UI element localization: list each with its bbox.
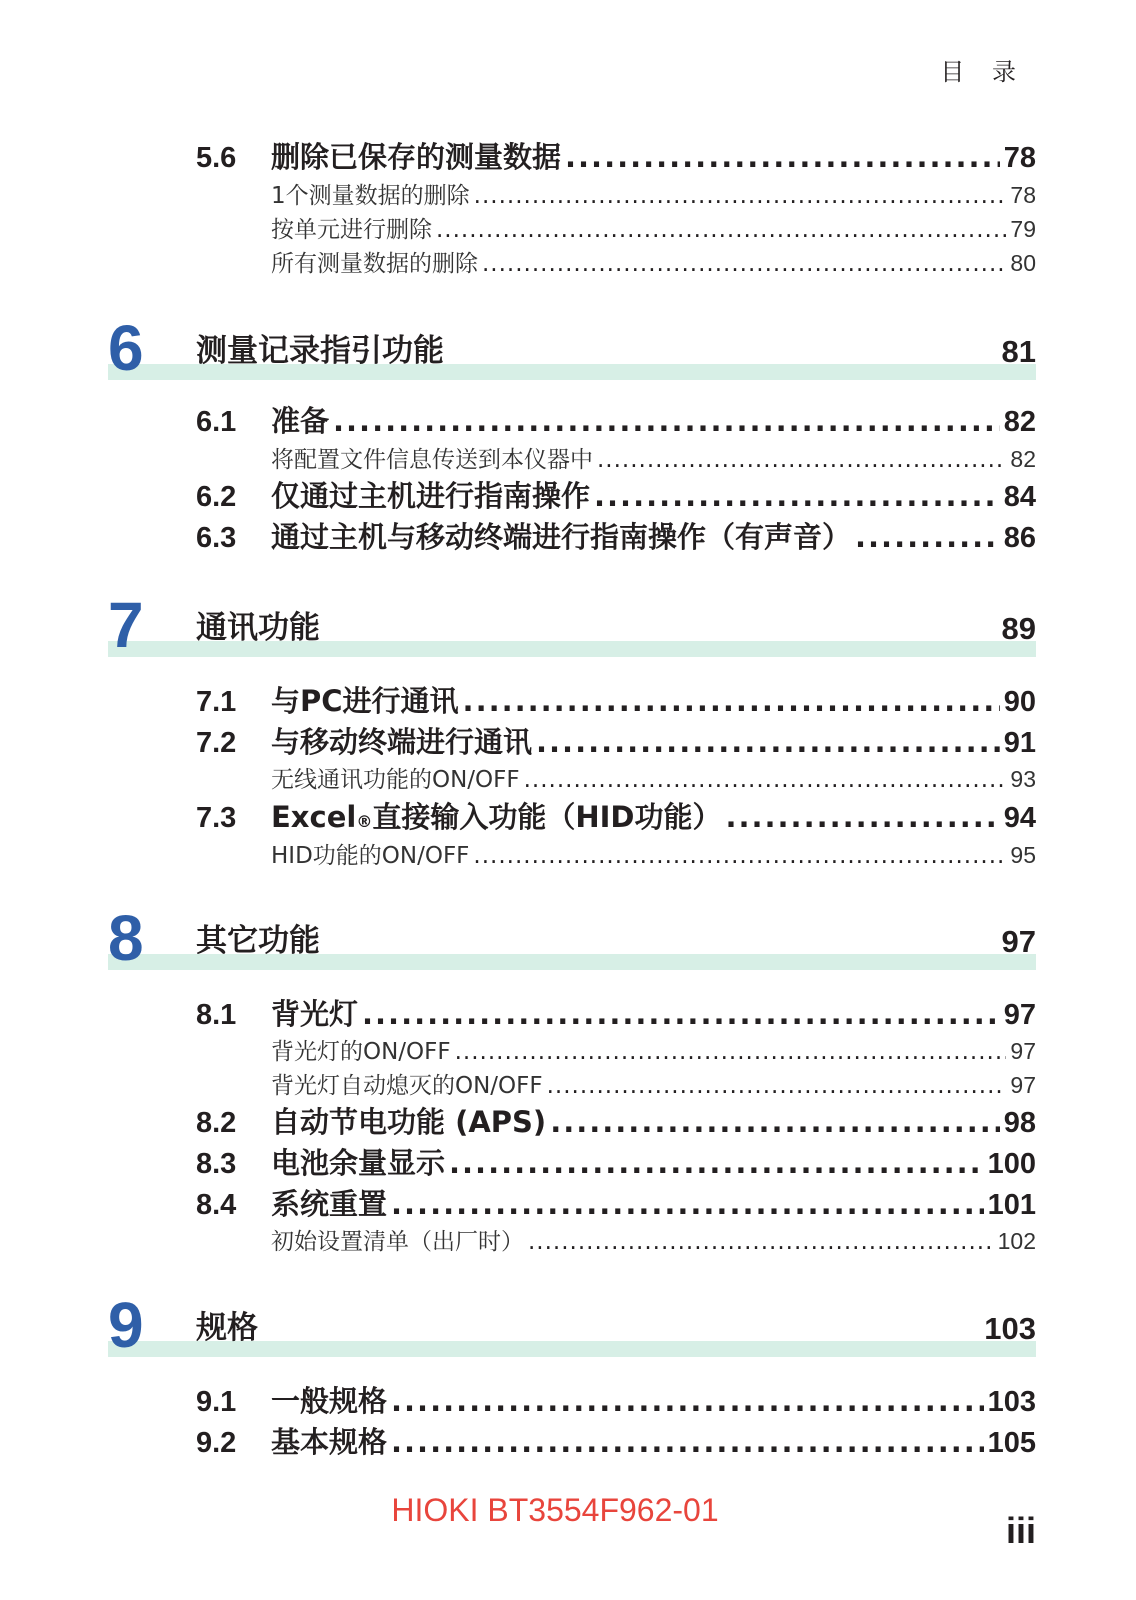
toc-subsection[interactable] — [271, 837, 1036, 870]
toc-subsection[interactable] — [271, 441, 1036, 474]
dot-leader — [455, 1039, 1007, 1065]
dot-leader — [550, 1105, 1000, 1139]
subsection-title: 将配置文件信息传送到本仪器中 — [271, 447, 593, 473]
toc-section-6-1[interactable] — [196, 399, 1036, 440]
toc-subsection[interactable] — [271, 245, 1036, 278]
chapter-page: 103 — [984, 1311, 1036, 1346]
chapter-page: 89 — [1001, 611, 1036, 646]
page-number: 100 — [987, 1148, 1036, 1180]
dot-leader — [449, 1146, 984, 1180]
chapter-number: 9 — [108, 1289, 144, 1361]
page-number: 94 — [1003, 802, 1036, 834]
page-number: 97 — [1003, 999, 1036, 1031]
section-title: 仅通过主机进行指南操作 — [271, 479, 591, 513]
toc-subsection[interactable] — [271, 1033, 1036, 1066]
dot-leader — [473, 843, 1006, 869]
subsection-title: 背光灯自动熄灭的ON/OFF — [271, 1073, 543, 1099]
subsection-title: 1个测量数据的删除 — [271, 183, 470, 209]
chapter-number: 7 — [108, 589, 144, 661]
dot-leader — [436, 217, 1006, 243]
registered-mark: ® — [356, 812, 373, 831]
page-number: 97 — [1010, 1038, 1036, 1064]
subsection-title: 背光灯的ON/OFF — [271, 1039, 451, 1065]
section-title: 通过主机与移动终端进行指南操作（有声音） — [271, 520, 852, 554]
page-number: 78 — [1003, 142, 1036, 174]
page-number: 82 — [1003, 406, 1036, 438]
chapter-title: 其它功能 — [196, 923, 320, 959]
dot-leader — [463, 684, 1000, 718]
page-number: 90 — [1003, 686, 1036, 718]
dot-leader — [524, 767, 1007, 793]
page-number: 86 — [1003, 522, 1036, 554]
toc-section-7-1[interactable] — [196, 679, 1036, 720]
dot-leader — [482, 251, 1006, 277]
toc-section-5-6[interactable] — [196, 135, 1036, 176]
page-number: 84 — [1003, 481, 1036, 513]
dot-leader — [597, 447, 1006, 473]
page-number: 78 — [1010, 182, 1036, 208]
toc-section-7-2[interactable] — [196, 720, 1036, 761]
page-header: 目 录 — [940, 58, 1026, 86]
toc-chapter-8[interactable] — [108, 902, 1036, 978]
chapter-page: 81 — [1001, 334, 1036, 369]
toc-section-6-2[interactable] — [196, 474, 1036, 515]
chapter-title: 规格 — [196, 1310, 258, 1346]
section-number: 9.2 — [196, 1427, 237, 1459]
toc-section-9-1[interactable] — [196, 1379, 1036, 1420]
toc-section-9-2[interactable] — [196, 1420, 1036, 1461]
section-number: 7.1 — [196, 686, 237, 718]
section-number: 6.2 — [196, 481, 237, 513]
toc-section-8-4[interactable] — [196, 1182, 1036, 1223]
page-folio: iii — [1005, 1510, 1036, 1551]
toc-section-7-3[interactable] — [196, 795, 1036, 836]
dot-leader — [391, 1384, 984, 1418]
page-number: 80 — [1010, 250, 1036, 276]
toc-subsection[interactable] — [271, 1067, 1036, 1100]
toc-chapter-9[interactable] — [108, 1289, 1036, 1365]
toc-chapter-6[interactable] — [108, 312, 1036, 388]
page-number: 79 — [1010, 216, 1036, 242]
section-title: 一般规格 — [271, 1384, 388, 1418]
page-number: 97 — [1010, 1072, 1036, 1098]
section-title: 准备 — [271, 404, 330, 438]
document-code: HIOKI BT3554F962-01 — [391, 1492, 719, 1528]
chapter-title: 通讯功能 — [196, 610, 320, 646]
dot-leader — [725, 800, 999, 834]
page-number: 82 — [1010, 446, 1036, 472]
page-number: 98 — [1003, 1107, 1036, 1139]
subsection-title: 无线通讯功能的ON/OFF — [271, 767, 520, 793]
toc-section-8-3[interactable] — [196, 1141, 1036, 1182]
section-number: 7.2 — [196, 727, 237, 759]
section-title-excel: Excel — [271, 800, 357, 834]
section-title: 与移动终端进行通讯 — [271, 725, 533, 759]
dot-leader — [855, 520, 1000, 554]
section-title: 删除已保存的测量数据 — [271, 140, 562, 174]
dot-leader — [333, 404, 1000, 438]
dot-leader — [362, 997, 1000, 1031]
dot-leader — [536, 725, 1000, 759]
page-number: 105 — [987, 1427, 1036, 1459]
dot-leader — [474, 183, 1007, 209]
section-title: 电池余量显示 — [271, 1146, 446, 1180]
subsection-title: 所有测量数据的删除 — [271, 251, 478, 277]
dot-leader — [565, 140, 1000, 174]
subsection-title: HID功能的ON/OFF — [271, 843, 470, 869]
chapter-number: 6 — [108, 312, 144, 384]
section-number: 5.6 — [196, 142, 237, 174]
page-number: 95 — [1010, 842, 1036, 868]
chapter-number: 8 — [108, 902, 144, 974]
toc-subsection[interactable] — [271, 761, 1036, 794]
dot-leader — [547, 1073, 1007, 1099]
section-title: 系统重置 — [271, 1187, 388, 1221]
toc-section-6-3[interactable] — [196, 515, 1036, 556]
section-number: 7.3 — [196, 802, 237, 834]
dot-leader — [528, 1229, 994, 1255]
section-number: 8.2 — [196, 1107, 237, 1139]
toc-subsection[interactable] — [271, 1223, 1036, 1256]
section-number: 8.3 — [196, 1148, 237, 1180]
toc-chapter-7[interactable] — [108, 589, 1036, 665]
dot-leader — [594, 479, 1000, 513]
page-number: 91 — [1003, 727, 1036, 759]
section-number: 9.1 — [196, 1386, 237, 1418]
page-number: 93 — [1010, 766, 1036, 792]
toc-section-8-1[interactable] — [196, 992, 1036, 1033]
subsection-title: 按单元进行删除 — [271, 217, 432, 243]
section-number: 8.1 — [196, 999, 237, 1031]
section-number: 6.3 — [196, 522, 237, 554]
page-number: 101 — [987, 1189, 1036, 1221]
section-title: 基本规格 — [271, 1425, 388, 1459]
chapter-title: 测量记录指引功能 — [196, 333, 444, 369]
page-number: 103 — [987, 1386, 1036, 1418]
section-number: 8.4 — [196, 1189, 237, 1221]
page-number: 102 — [997, 1228, 1036, 1254]
toc-subsection[interactable] — [271, 177, 1036, 210]
toc-section-8-2[interactable] — [196, 1100, 1036, 1141]
section-title: 与PC进行通讯 — [271, 684, 459, 718]
toc-subsection[interactable] — [271, 211, 1036, 244]
dot-leader — [391, 1425, 984, 1459]
dot-leader — [391, 1187, 984, 1221]
chapter-page: 97 — [1001, 924, 1036, 959]
section-number: 6.1 — [196, 406, 237, 438]
subsection-title: 初始设置清单（出厂时） — [271, 1229, 524, 1255]
section-title: 自动节电功能 (APS) — [271, 1105, 547, 1139]
section-title: 背光灯 — [271, 997, 359, 1031]
section-title: 直接输入功能（HID功能） — [372, 800, 722, 834]
